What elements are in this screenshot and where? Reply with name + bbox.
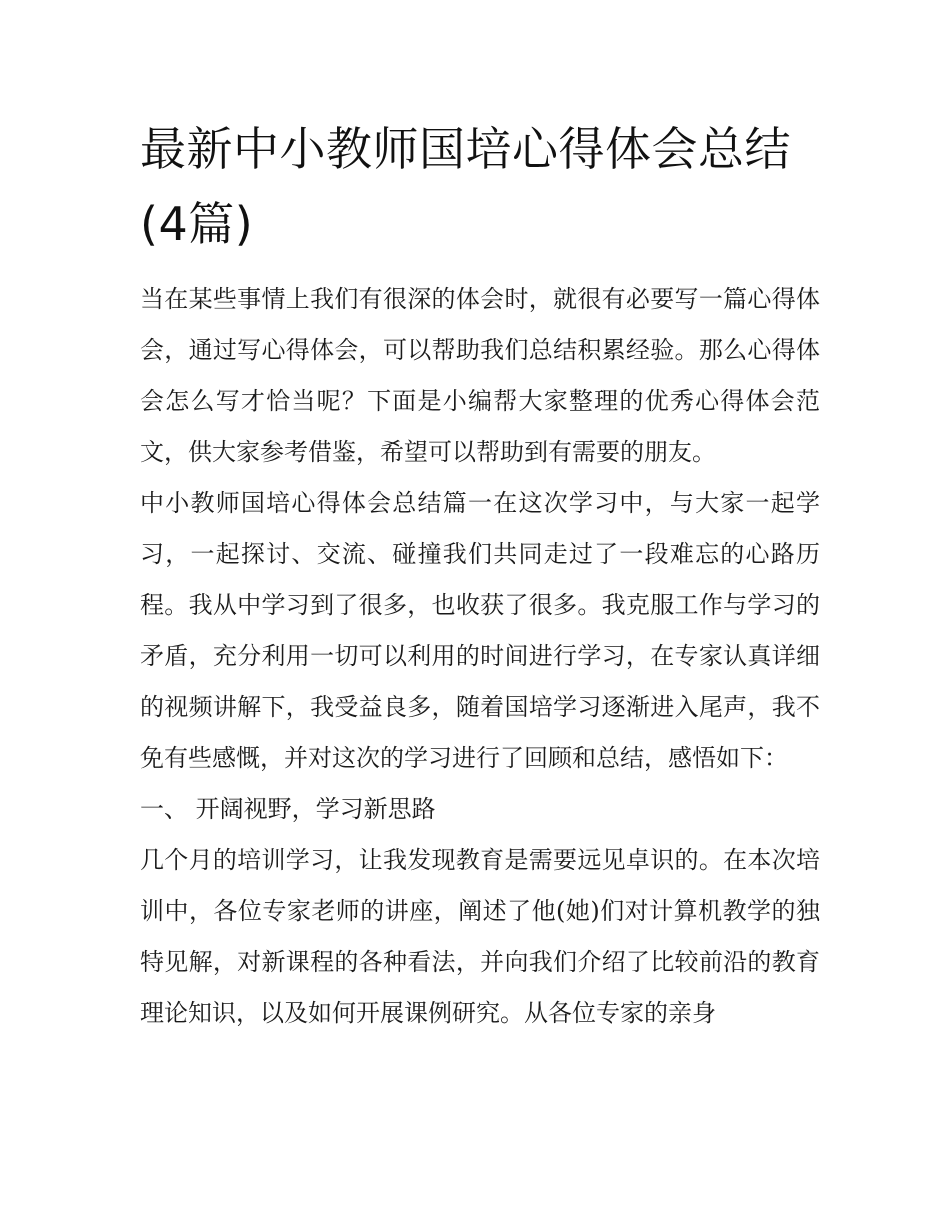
body-paragraph: 几个月的培训学习，让我发现教育是需要远见卓识的。在本次培训中，各位专家老师的讲座，阐述了他(她)们对计算机教学的独特见解，对新课程的各种看法，并向我们介绍了比较前沿的教育理论知识，以及如何开展课例研究。从各位专家的亲身 xyxy=(140,846,820,1027)
title-spacing xyxy=(140,262,820,274)
subheading-paragraph: 一、 开阔视野，学习新思路 xyxy=(140,795,436,823)
intro-paragraph: 当在某些事情上我们有很深的体会时，就很有必要写一篇心得体会，通过写心得体会，可以帮助我们总结积累经验。那么心得体会怎么写才恰当呢？下面是小编帮大家整理的优秀心得体会范文，供大家参考借鉴，希望可以帮助到有需要的朋友。 xyxy=(140,285,820,466)
section-one-paragraph: 中小教师国培心得体会总结篇一在这次学习中，与大家一起学习，一起探讨、交流、碰撞我们共同走过了一段难忘的心路历程。我从中学习到了很多，也收获了很多。我克服工作与学习的矛盾，充分利用一切可以利用的时间进行学习，在专家认真详细的视频讲解下，我受益良多，随着国培学习逐渐进入尾声，我不免有些感慨，并对这次的学习进行了回顾和总结，感悟如下： xyxy=(140,489,820,772)
document-content xyxy=(140,112,820,1039)
document-title: 最新中小教师国培心得体会总结(4篇) xyxy=(140,122,791,251)
